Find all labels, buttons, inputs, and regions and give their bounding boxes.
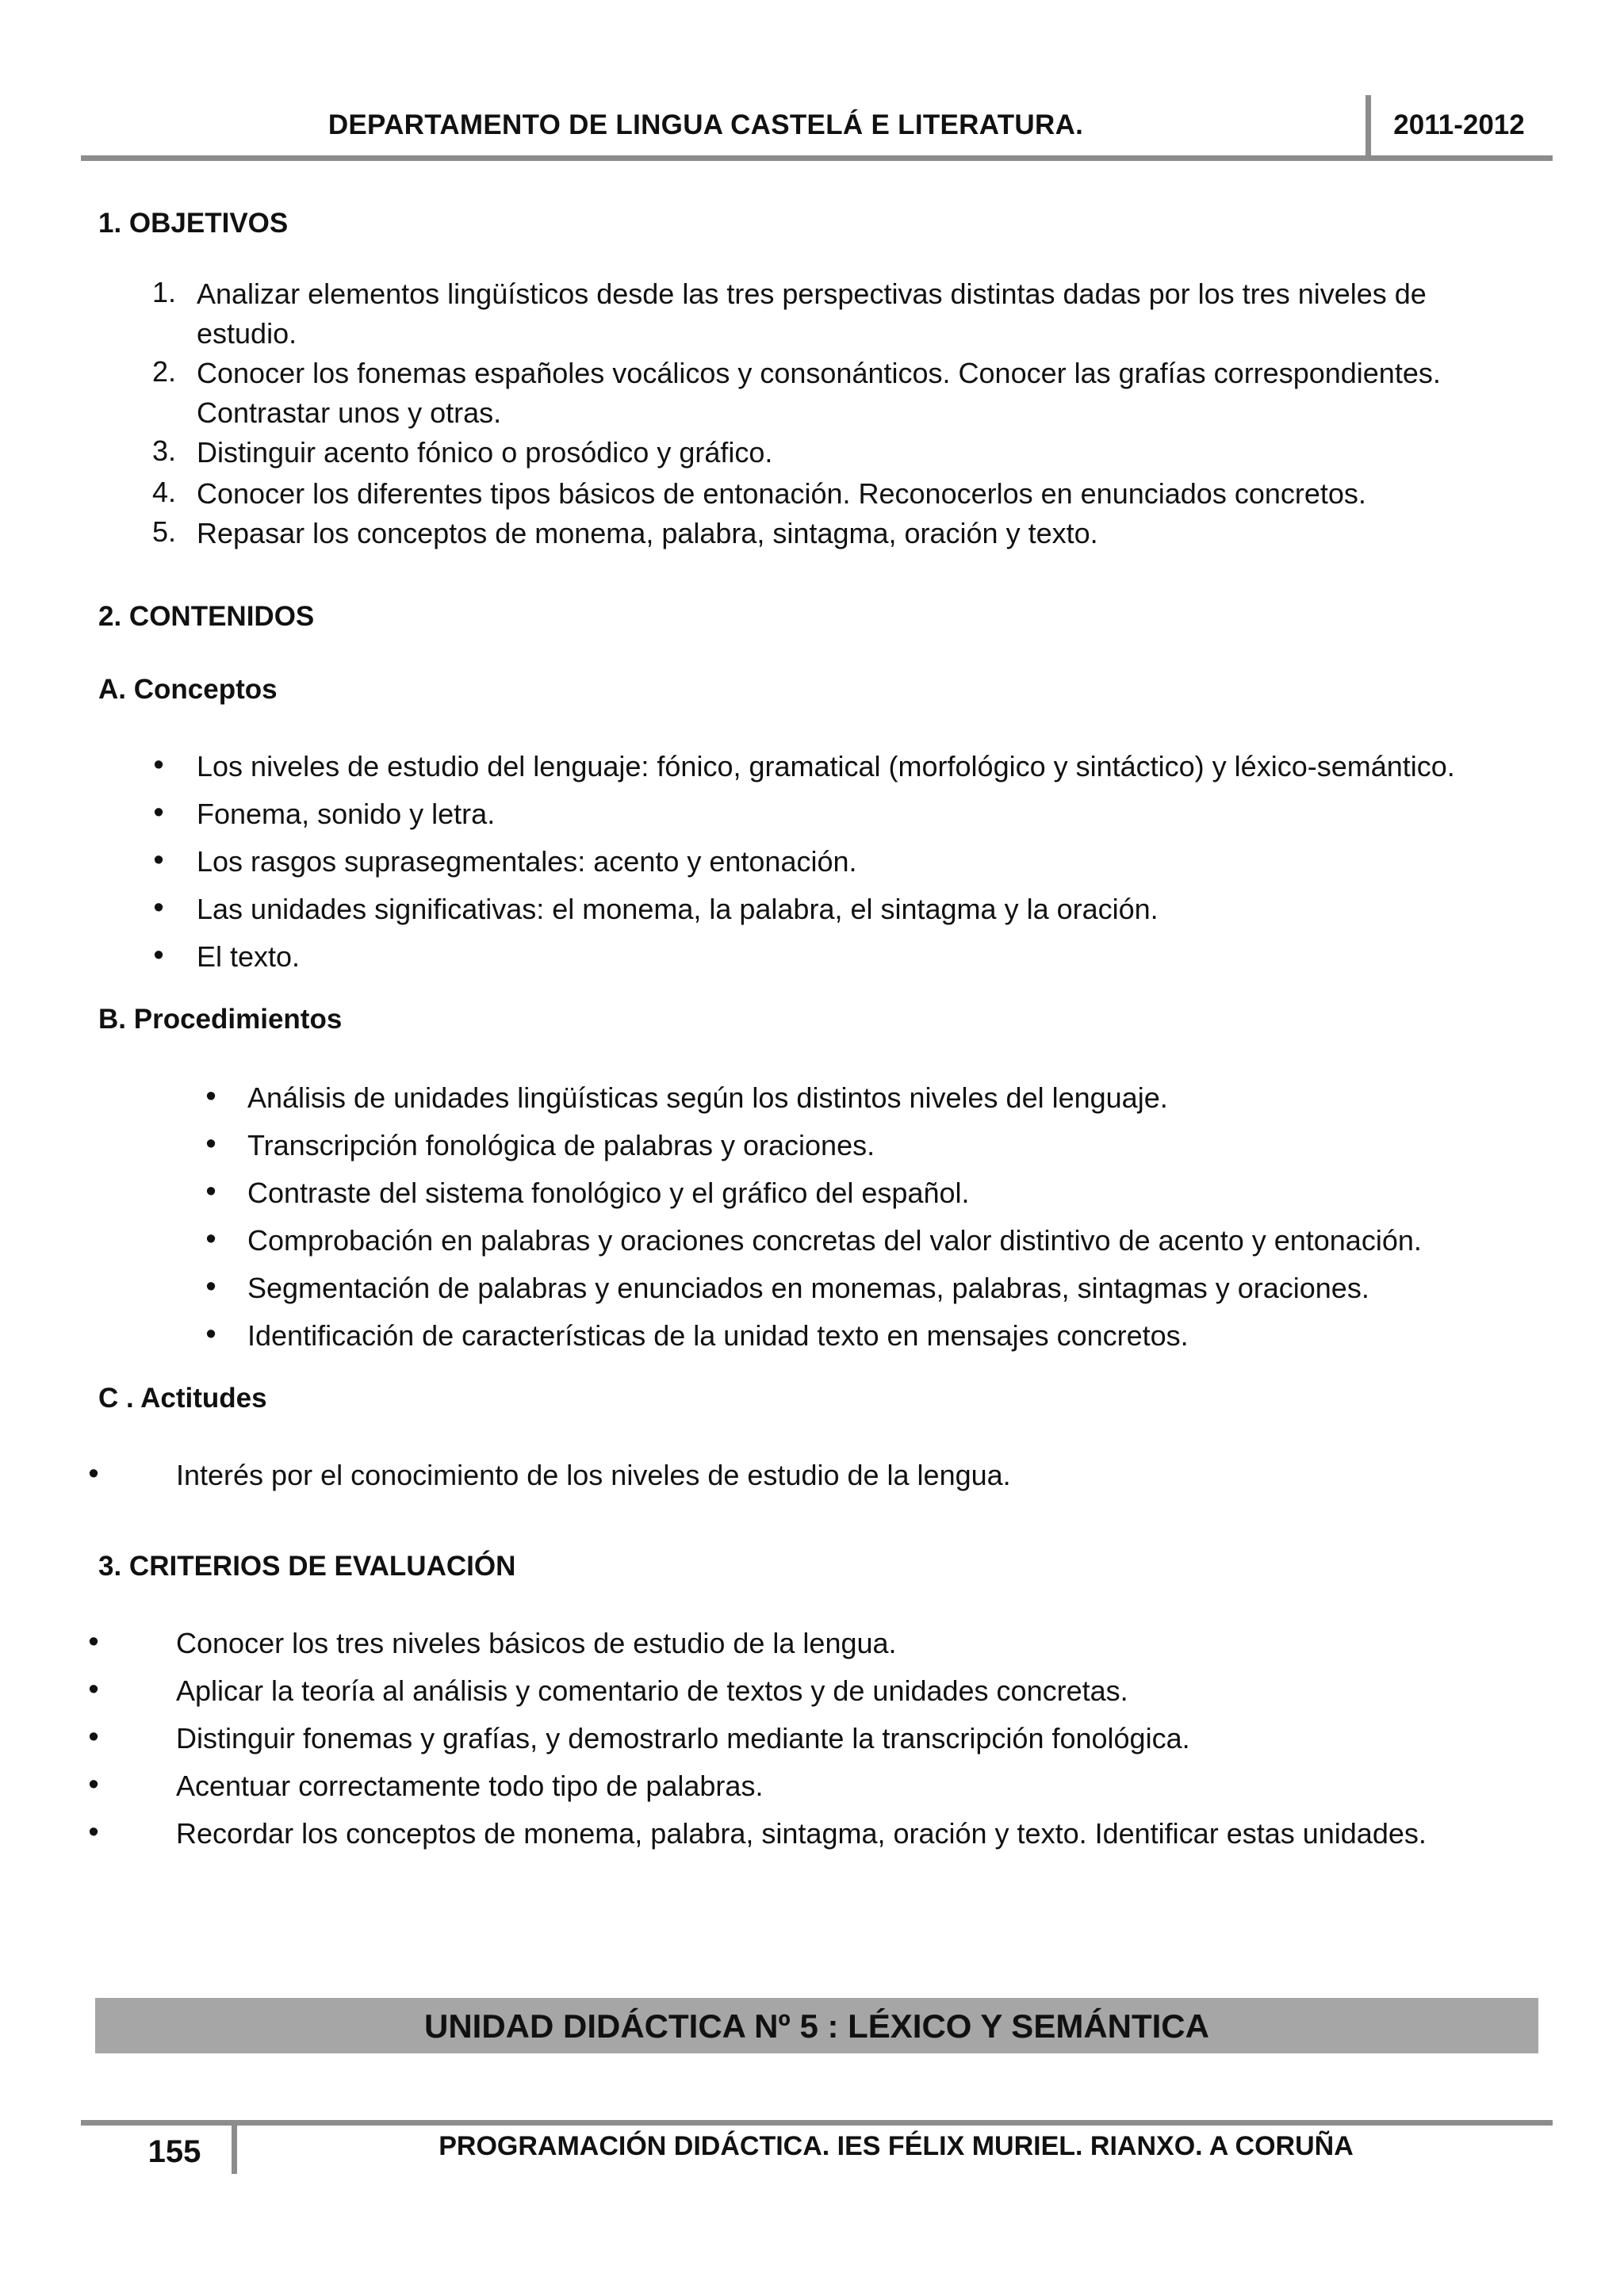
list-item-text: Conocer los diferentes tipos básicos de entonación. Reconocerlos en enunciados concretos. [197,477,1366,510]
list-item-text: Repasar los conceptos de monema, palabra, sintagma, oración y texto. [197,517,1098,549]
bullet-icon: • [88,1457,99,1490]
list-item-text: Interés por el conocimiento de los niveles de estudio de la lengua. [176,1459,1011,1491]
bullet-icon: • [205,1127,216,1161]
list-number: 1. [151,276,176,308]
bullet-icon: • [153,844,164,877]
list-item-text: El texto. [197,940,301,973]
bullet-icon: • [153,748,164,782]
list-item-text: Acentuar correctamente todo tipo de palabras. [176,1770,764,1802]
header-rule [81,155,1553,161]
list-number: 2. [151,355,176,388]
list-number: 4. [151,476,176,508]
bullet-icon: • [205,1175,216,1208]
footer-divider [232,2125,237,2174]
header-title: DEPARTAMENTO DE LINGUA CASTELÁ E LITERATURA. [327,109,1084,140]
bullet-icon: • [153,891,164,924]
list-item-text: Segmentación de palabras y enunciados en monemas, palabras, sintagmas y oraciones. [247,1272,1369,1304]
bullet-icon: • [88,1816,99,1849]
list-item-text: estudio. [197,317,297,350]
list-item-text: Distinguir acento fónico o prosódico y gráfico. [197,436,773,469]
footer-title: PROGRAMACIÓN DIDÁCTICA. IES FÉLIX MURIEL. RIANXO. A CORUÑA [439,2131,1354,2161]
bullet-icon: • [205,1080,216,1113]
list-item-text: Fonema, sonido y letra. [197,798,496,830]
section-heading-criterios: 3. CRITERIOS DE EVALUACIÓN [98,1551,516,1582]
bullet-icon: • [153,796,164,829]
header-year: 2011-2012 [1393,109,1525,140]
list-item-text: Analizar elementos lingüísticos desde las tres perspectivas distintas dadas por los tres niveles de [197,277,1427,310]
subsection-heading-procedimientos: B. Procedimientos [98,1004,343,1035]
section-heading-contenidos: 2. CONTENIDOS [98,601,315,632]
header-divider [1365,95,1371,161]
list-item-text: Conocer los tres niveles básicos de estudio de la lengua. [176,1627,897,1659]
list-item-text: Distinguir fonemas y grafías, y demostrarlo mediante la transcripción fonológica. [176,1722,1190,1755]
list-item-text: Aplicar la teoría al análisis y comentario de textos y de unidades concretas. [176,1674,1128,1707]
subsection-heading-conceptos: A. Conceptos [98,674,278,705]
list-item-text: Los rasgos suprasegmentales: acento y entonación. [197,845,857,878]
page-number: 155 [147,2134,201,2169]
bullet-icon: • [205,1223,216,1256]
bullet-icon: • [205,1318,216,1351]
list-item-text: Identificación de características de la unidad texto en mensajes concretos. [247,1319,1189,1352]
bullet-icon: • [153,939,164,972]
footer-rule [81,2120,1553,2126]
bullet-icon: • [88,1768,99,1801]
list-item-text: Recordar los conceptos de monema, palabra, sintagma, oración y texto. Identificar estas unidades. [176,1817,1427,1850]
unit-banner-title: UNIDAD DIDÁCTICA Nº 5 : LÉXICO Y SEMÁNTICA [424,2007,1209,2045]
bullet-icon: • [205,1270,216,1303]
list-item-text: Los niveles de estudio del lenguaje: fónico, gramatical (morfológico y sintáctico) y léxico-semántico. [197,750,1455,783]
list-item-text: Comprobación en palabras y oraciones concretas del valor distintivo de acento y entonación. [247,1224,1422,1257]
bullet-icon: • [88,1673,99,1706]
section-heading-objetivos: 1. OBJETIVOS [98,208,289,239]
subsection-heading-actitudes: C . Actitudes [98,1383,267,1414]
bullet-icon: • [88,1625,99,1659]
list-item-text: Las unidades significativas: el monema, la palabra, el sintagma y la oración. [197,893,1159,925]
list-item-text: Contraste del sistema fonológico y el gráfico del español. [247,1177,970,1209]
list-item-text: Transcripción fonológica de palabras y oraciones. [247,1129,875,1161]
list-item-text: Contrastar unos y otras. [197,396,502,429]
list-number: 5. [151,515,176,548]
list-item-text: Conocer los fonemas españoles vocálicos y consonánticos. Conocer las grafías correspondientes. [197,357,1441,389]
list-item-text: Análisis de unidades lingüísticas según los distintos niveles del lenguaje. [247,1081,1168,1114]
bullet-icon: • [88,1720,99,1754]
list-number: 3. [151,434,176,467]
